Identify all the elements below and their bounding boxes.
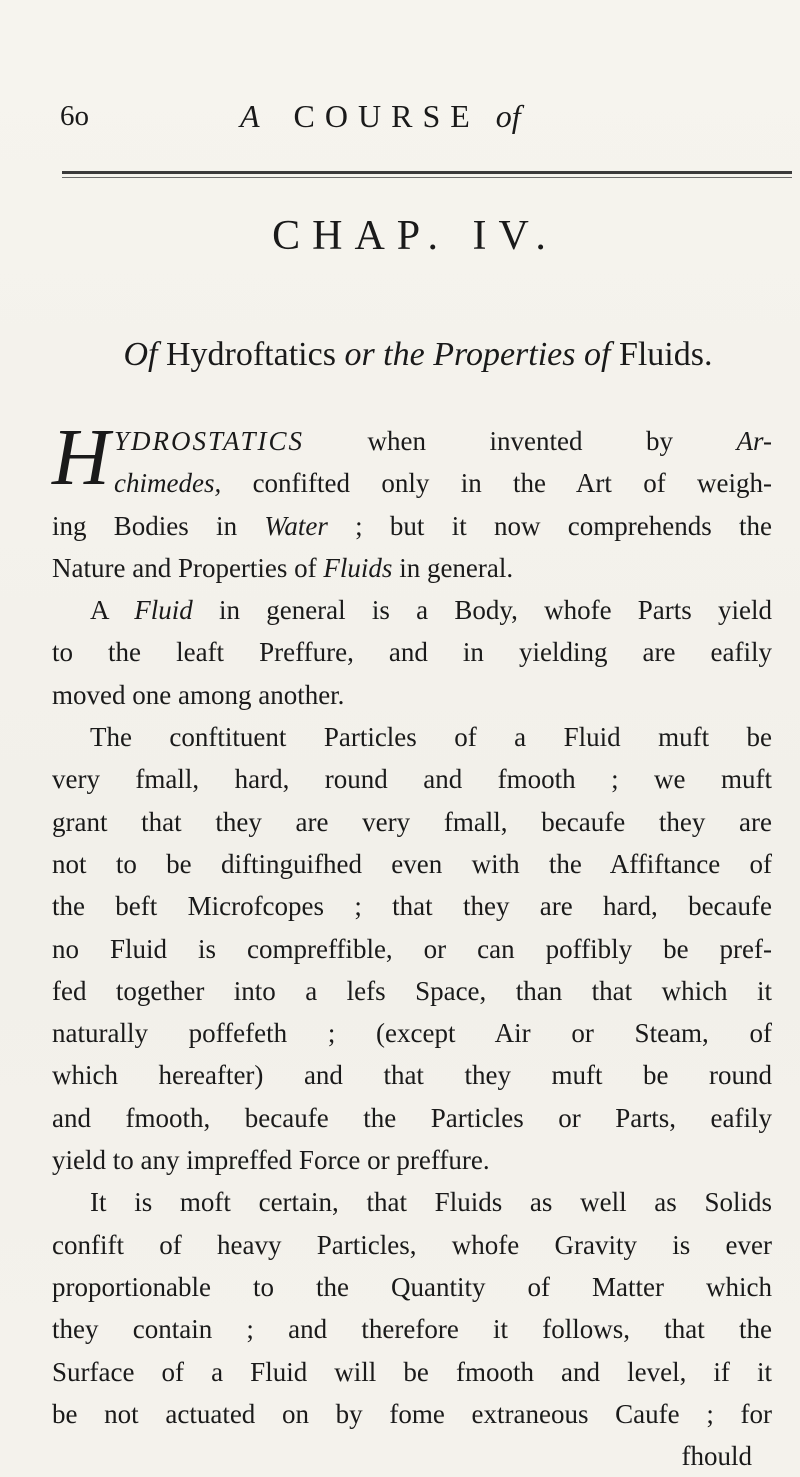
paragraph-1-line-2 — [52, 462, 772, 504]
subtitle-of: Of — [123, 336, 158, 373]
paragraph-4-line-1: It is moft certain, that Fluids as well as Solids — [90, 1187, 772, 1218]
paragraph-3-line-9: which hereafter) and that they muft be round — [52, 1060, 772, 1091]
text-span: when invented by — [367, 426, 674, 456]
text-span: in general is a Body, whofe Parts yield — [218, 595, 773, 626]
paragraph-3-line-10: and fmooth, becaufe the Particles or Parts, eafily — [52, 1102, 772, 1133]
italic-word: Water — [264, 510, 328, 541]
running-title-of: of — [495, 98, 521, 134]
italic-word: Fluid — [134, 595, 193, 626]
paragraph-2-line-2: to the leaft Preffure, and in yielding are eafily — [52, 637, 772, 668]
paragraph-3-line-3: grant that they are very fmall, becaufe they are — [52, 806, 772, 837]
subtitle-hydrostatics: Hydroftatics — [165, 336, 336, 373]
running-title-main: COURSE — [293, 98, 480, 134]
paragraph-3-line-5: the beft Microfcopes ; that they are hard, becaufe — [52, 891, 772, 922]
catchword: fhould — [681, 1441, 752, 1472]
paragraph-1-line-3 — [52, 505, 772, 547]
paragraph-3-line-8: naturally poffefeth ; (except Air or Steam, of — [52, 1018, 772, 1049]
header-rule-thin — [62, 177, 792, 178]
body-text — [52, 414, 773, 1477]
page-number: 6o — [60, 100, 89, 132]
paragraph-3-line-4: not to be diftinguifhed even with the Affiftance of — [52, 848, 772, 879]
running-title — [240, 96, 521, 136]
drop-cap: H — [52, 414, 110, 502]
italic-word: Fluids — [323, 552, 393, 583]
running-head — [60, 96, 620, 136]
chapter-subtitle — [0, 336, 800, 374]
paragraph-3-line-2: very fmall, hard, round and fmooth ; we muft — [52, 764, 772, 795]
paragraph-2-line-3: moved one among another. — [52, 679, 345, 710]
small-caps-word: YDROSTATICS — [114, 426, 305, 456]
paragraph-3-line-6: no Fluid is compreffible, or can poffibly be pref- — [52, 933, 772, 964]
paragraph-4-line-3: proportionable to the Quantity of Matter which — [52, 1271, 772, 1302]
text-span: ing Bodies in — [52, 510, 238, 541]
text-span: Nature and Properties of — [52, 552, 317, 583]
paragraph-3-line-11: yield to any impreffed Force or preffure. — [52, 1145, 490, 1176]
subtitle-properties: Properties — [433, 336, 576, 373]
paragraph-4-line-4: they contain ; and therefore it follows, that the — [52, 1314, 772, 1345]
paragraph-4-line-6: be not actuated on by fome extraneous Caufe ; for — [52, 1398, 772, 1429]
italic-name: Ar- — [736, 426, 772, 456]
paragraph-1-line-4 — [52, 547, 772, 589]
paragraph-3-line-7: fed together into a lefs Space, than that which it — [52, 975, 772, 1006]
text-span: in general. — [399, 552, 514, 583]
text-span: confifted only in the Art of weigh- — [252, 468, 772, 499]
subtitle-fluids: Fluids. — [618, 336, 713, 373]
subtitle-or-the: or the — [344, 336, 425, 373]
text-span: ; but it now comprehends the — [355, 510, 772, 541]
paragraph-4-line-2: confift of heavy Particles, whofe Gravity is ever — [52, 1229, 772, 1260]
chapter-heading: CHAP. IV. — [272, 213, 558, 259]
paragraph-4-line-5: Surface of a Fluid will be fmooth and level, if it — [52, 1356, 772, 1387]
header-rule-thick — [62, 171, 792, 174]
paragraph-2-line-1 — [52, 589, 772, 631]
subtitle-of-2: of — [584, 336, 611, 373]
running-title-a: A — [240, 98, 270, 134]
text-span: A — [90, 595, 109, 626]
italic-name: chimedes, — [114, 468, 222, 499]
paragraph-3-line-1: The conftituent Particles of a Fluid muft be — [90, 722, 772, 753]
